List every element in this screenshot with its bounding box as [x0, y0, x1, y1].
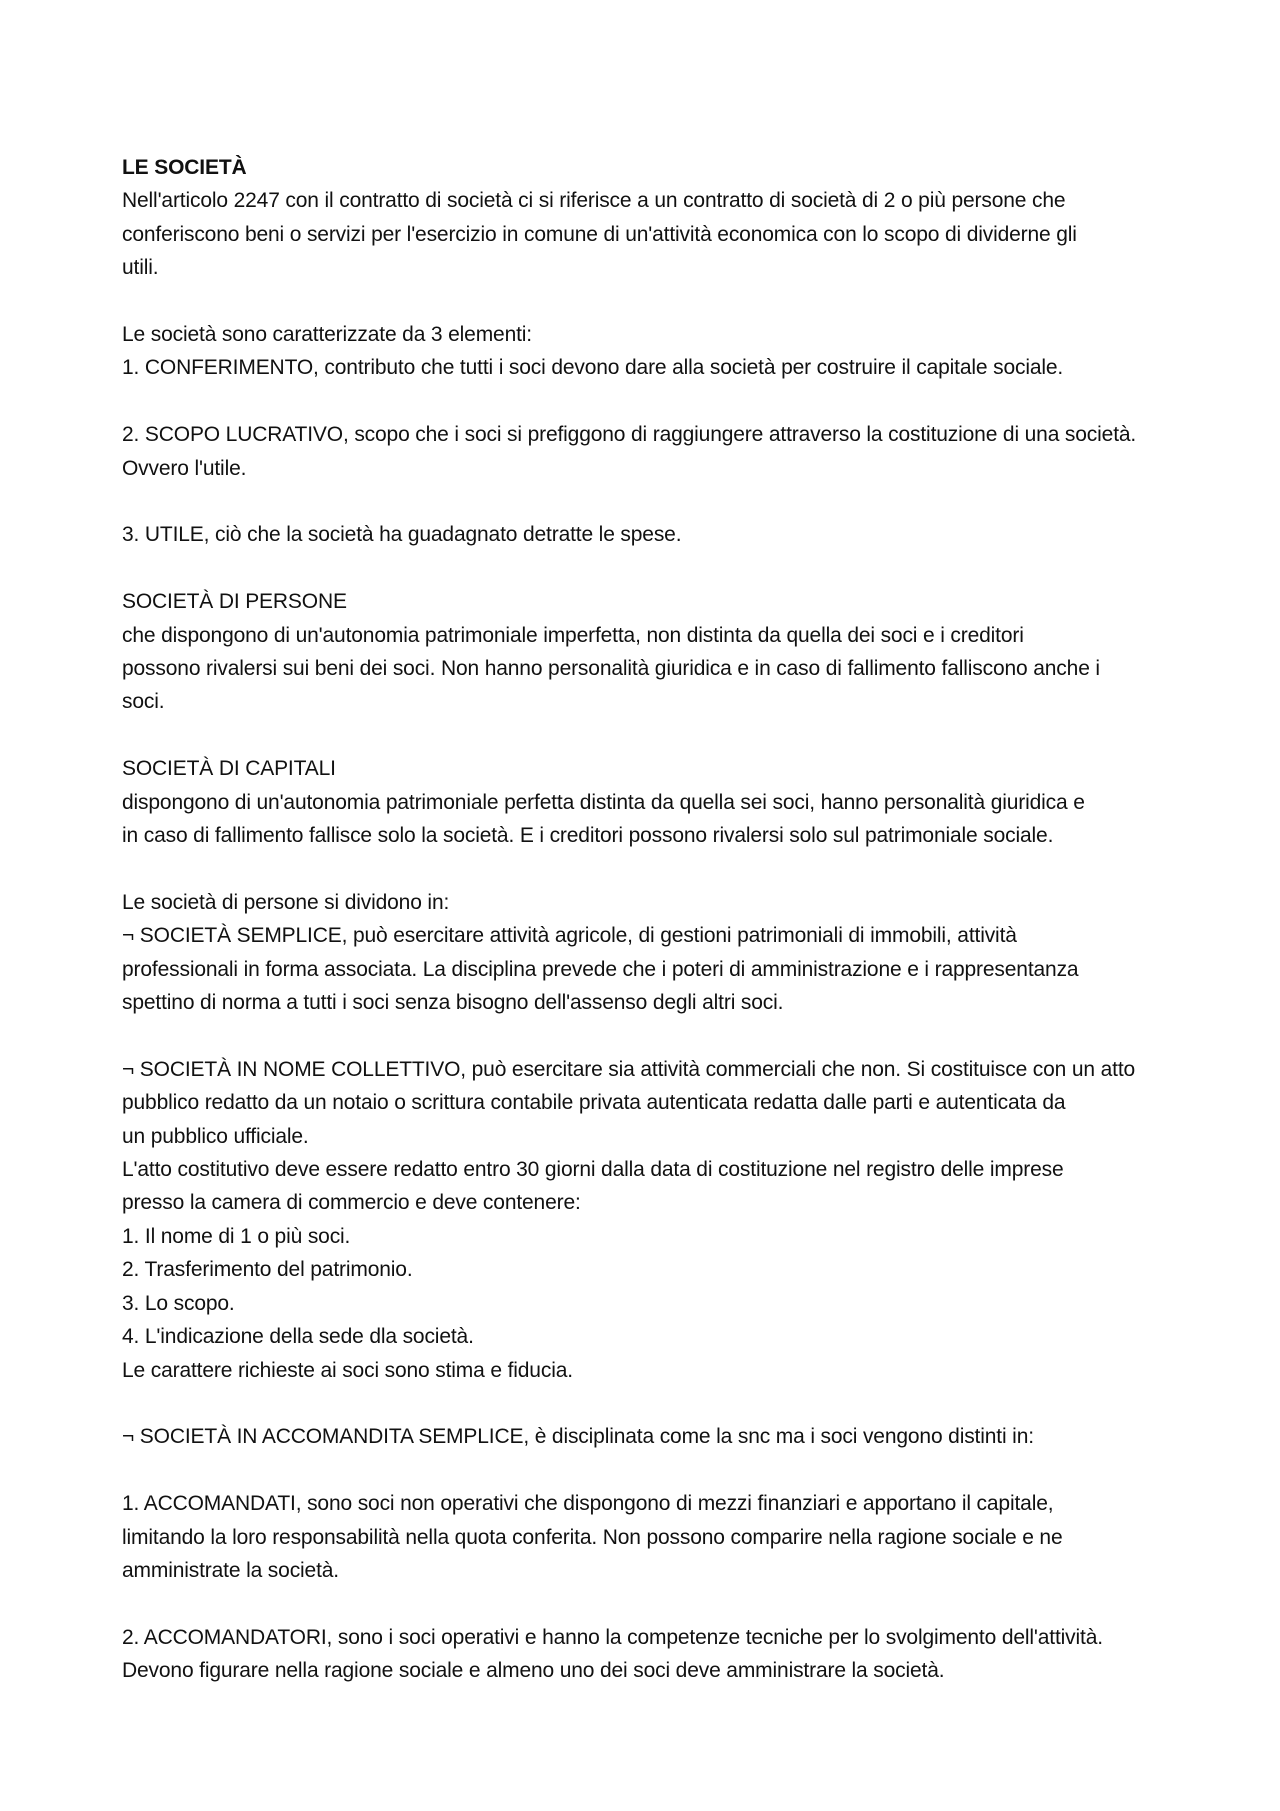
document-title: LE SOCIETÀ — [122, 156, 247, 179]
intro-paragraph — [122, 151, 1172, 285]
text-line: presso la camera di commercio e deve contenere: — [122, 1191, 581, 1215]
text-line: Devono figurare nella ragione sociale e almeno uno dei soci deve amministrare la società. — [122, 1659, 945, 1683]
text-line: Nell'articolo 2247 con il contratto di società ci si riferisce a un contratto di società di 2 o più persone che — [122, 189, 1066, 213]
text-line: che dispongono di un'autonomia patrimoniale imperfetta, non distinta da quella dei soci e i creditori — [122, 623, 1024, 647]
snc-section — [122, 1053, 1172, 1387]
scopo-paragraph — [122, 418, 1172, 485]
list-item-accomandati: 1. ACCOMANDATI, sono soci non operativi che dispongono di mezzi finanziari e apportano il capitale, — [122, 1492, 1054, 1516]
text-line: possono rivalersi sui beni dei soci. Non hanno personalità giuridica e in caso di fallimento falliscono anche i — [122, 657, 1100, 681]
list-item-scopo: 2. SCOPO LUCRATIVO, scopo che i soci si prefiggono di raggiungere attraverso la costituzione di una società. — [122, 423, 1137, 447]
utile-paragraph — [122, 518, 1172, 551]
divisione-heading: Le società di persone si dividono in: — [122, 890, 450, 914]
text-line: amministrate la società. — [122, 1558, 339, 1582]
sas-section — [122, 1420, 1172, 1453]
text-line: un pubblico ufficiale. — [122, 1124, 309, 1148]
text-line: Ovvero l'utile. — [122, 456, 247, 480]
text-line: pubblico redatto da un notaio o scrittura contabile privata autenticata redatta dalle parti e autenticata da — [122, 1091, 1066, 1115]
bullet-item-sas: ¬ SOCIETÀ IN ACCOMANDITA SEMPLICE, è disciplinata come la snc ma i soci vengono distinti in: — [122, 1425, 1034, 1449]
text-line: dispongono di un'autonomia patrimoniale perfetta distinta da quella sei soci, hanno personalità giuridica e — [122, 790, 1085, 814]
capitali-section — [122, 752, 1172, 852]
list-item: 3. Lo scopo. — [122, 1291, 235, 1315]
accomandatori-paragraph — [122, 1621, 1172, 1688]
bullet-item-semplice: ¬ SOCIETÀ SEMPLICE, può esercitare attività agricole, di gestioni patrimoniali di immobili, attività — [122, 924, 1017, 948]
text-line: L'atto costitutivo deve essere redatto entro 30 giorni dalla data di costituzione nel registro delle imprese — [122, 1158, 1064, 1182]
bullet-item-snc: ¬ SOCIETÀ IN NOME COLLETTIVO, può esercitare sia attività commerciali che non. Si costituisce con un atto — [122, 1057, 1136, 1081]
text-line: limitando la loro responsabilità nella quota conferita. Non possono comparire nella ragione sociale e ne — [122, 1525, 1063, 1549]
text-line: professionali in forma associata. La disciplina prevede che i poteri di amministrazione e i rappresentanza — [122, 957, 1079, 981]
text-line: spettino di norma a tutti i soci senza bisogno dell'assenso degli altri soci. — [122, 991, 784, 1015]
text-line: soci. — [122, 690, 165, 714]
document-page — [122, 151, 1172, 1721]
list-item-utile: 3. UTILE, ciò che la società ha guadagnato detratte le spese. — [122, 523, 682, 547]
text-line: conferiscono beni o servizi per l'esercizio in comune di un'attività economica con lo scopo di dividerne gli — [122, 222, 1077, 246]
section-heading-capitali: SOCIETÀ DI CAPITALI — [122, 757, 336, 781]
semplice-section — [122, 886, 1172, 1020]
text-line: Le carattere richieste ai soci sono stima e fiducia. — [122, 1358, 573, 1382]
list-item-conferimento: 1. CONFERIMENTO, contributo che tutti i soci devono dare alla società per costruire il capitale sociale. — [122, 356, 1064, 380]
elements-paragraph — [122, 318, 1172, 385]
text-line: utili. — [122, 256, 159, 280]
list-item: 2. Trasferimento del patrimonio. — [122, 1258, 413, 1282]
list-item: 1. Il nome di 1 o più soci. — [122, 1224, 351, 1248]
text-line: in caso di fallimento fallisce solo la società. E i creditori possono rivalersi solo sul patrimoniale sociale. — [122, 824, 1054, 848]
section-heading-persone: SOCIETÀ DI PERSONE — [122, 590, 347, 614]
list-item: 4. L'indicazione della sede dla società. — [122, 1325, 474, 1349]
accomandati-paragraph — [122, 1487, 1172, 1587]
persone-section — [122, 585, 1172, 719]
elements-heading: Le società sono caratterizzate da 3 elementi: — [122, 323, 532, 347]
list-item-accomandatori: 2. ACCOMANDATORI, sono i soci operativi e hanno la competenze tecniche per lo svolgimento dell'attività. — [122, 1625, 1103, 1649]
